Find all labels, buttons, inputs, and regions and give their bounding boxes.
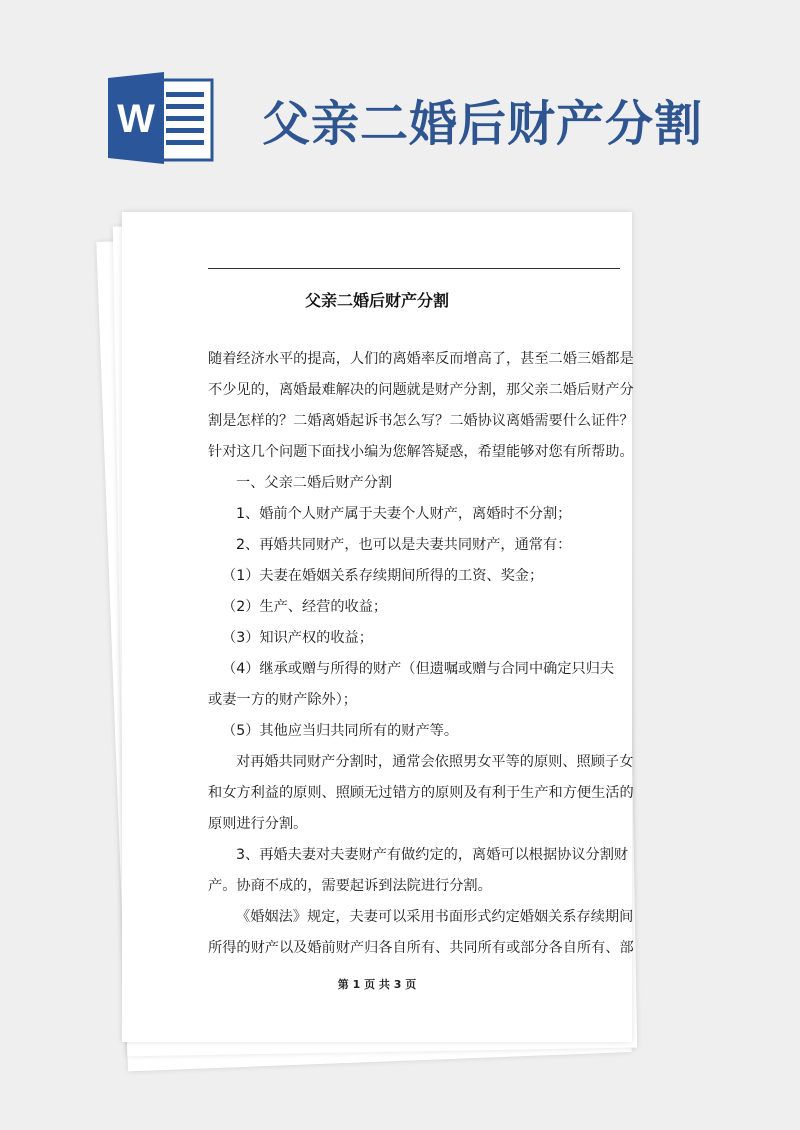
text-line: 割是怎样的？二婚离婚起诉书怎么写？二婚协议离婚需要什么证件？ (208, 413, 634, 429)
text-line: （3）知识产权的收益； (222, 630, 373, 646)
header-banner (0, 0, 800, 200)
text-line: 2、再婚共同财产，也可以是夫妻共同财产，通常有： (236, 537, 572, 553)
text-line: 不少见的，离婚最难解决的问题就是财产分割，那父亲二婚后财产分 (208, 382, 634, 398)
text-line: 或妻一方的财产除外）； (208, 692, 357, 708)
banner-title: 父亲二婚后财产分割 (262, 96, 704, 152)
header-rule (208, 268, 620, 269)
word-doc-icon (108, 72, 220, 164)
text-line: 一、父亲二婚后财产分割 (236, 475, 393, 491)
text-line: 1、婚前个人财产属于夫妻个人财产，离婚时不分割； (236, 506, 572, 522)
text-line: 随着经济水平的提高，人们的离婚率反而增高了，甚至二婚三婚都是 (208, 351, 634, 367)
text-line: 针对这几个问题下面找小编为您解答疑惑，希望能够对您有所帮助。 (208, 444, 634, 460)
text-line: （2）生产、经营的收益； (222, 599, 388, 615)
text-line: 3、再婚夫妻对夫妻财产有做约定的，离婚可以根据协议分割财 (236, 847, 629, 863)
text-line: 和女方利益的原则、照顾无过错方的原则及有利于生产和方便生活的 (208, 785, 634, 801)
document-title: 父亲二婚后财产分割 (304, 291, 449, 310)
document-page (122, 212, 632, 1042)
word-icon-letter: W (117, 97, 155, 141)
text-line: （5）其他应当归共同所有的财产等。 (222, 723, 459, 739)
document-body (208, 344, 634, 964)
text-line: 《婚姻法》规定，夫妻可以采用书面形式约定婚姻关系存续期间 (236, 909, 634, 925)
text-line: 原则进行分割。 (208, 816, 308, 832)
text-line: 产。协商不成的，需要起诉到法院进行分割。 (208, 878, 492, 894)
text-line: 所得的财产以及婚前财产归各自所有、共同所有或部分各自所有、部 (208, 940, 634, 956)
page-footer: 第 1 页 共 3 页 (337, 978, 417, 991)
text-line: 对再婚共同财产分割时，通常会依照男女平等的原则、照顾子女 (236, 754, 634, 770)
text-line: （1）夫妻在婚姻关系存续期间所得的工资、奖金； (222, 568, 544, 584)
text-line: （4）继承或赠与所得的财产（但遗嘱或赠与合同中确定只归夫 (222, 661, 615, 677)
